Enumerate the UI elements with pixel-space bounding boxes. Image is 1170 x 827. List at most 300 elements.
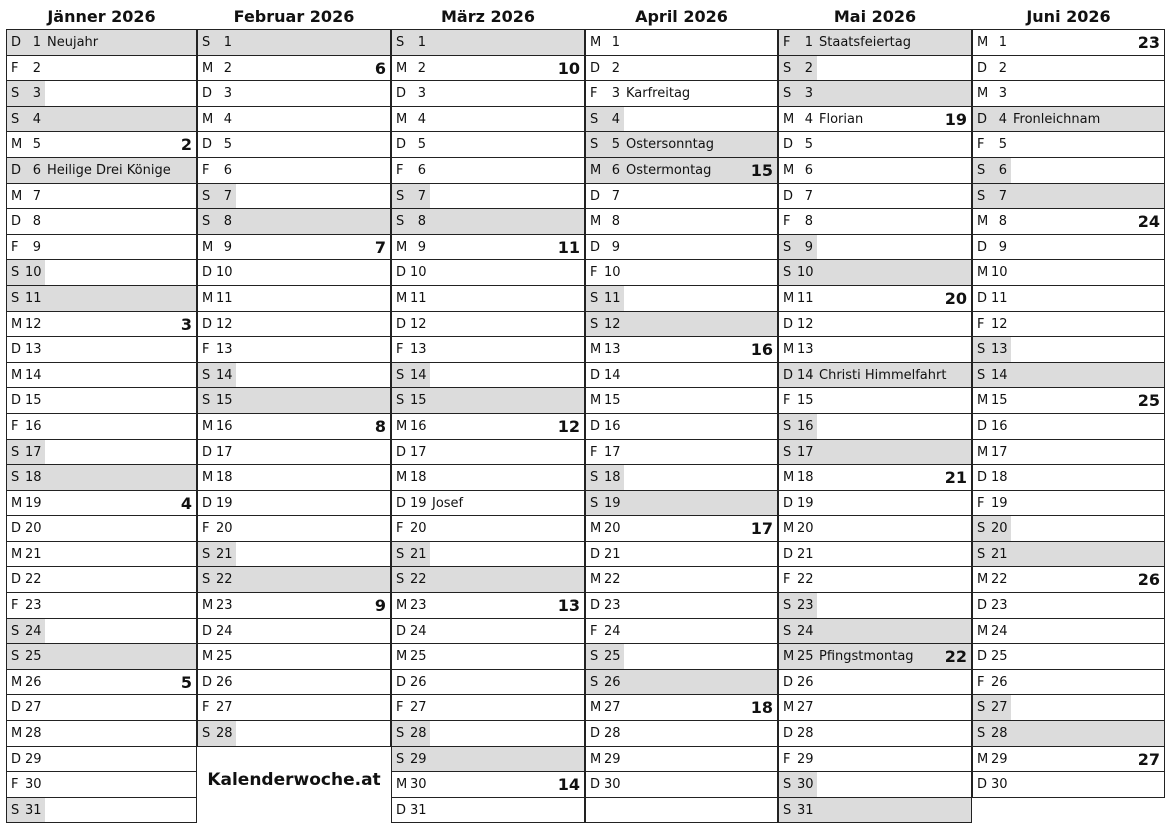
day-number: 4 [998,111,1007,127]
day-number: 26 [410,674,427,690]
day-row [198,29,390,56]
holiday-label: Staatsfeiertag [819,35,911,50]
weekday-label: F [11,777,19,793]
day-number: 9 [223,239,232,255]
day-row [973,644,1164,670]
weekday-label: D [11,572,22,588]
weekday-label: D [396,623,407,639]
day-row [973,184,1164,210]
weekday-label: D [590,60,601,76]
weekday-label: S [977,367,986,383]
day-number: 8 [417,214,426,230]
weekday-label: M [783,521,795,537]
day-number: 7 [804,188,813,204]
day-number: 2 [998,60,1007,76]
weekday-label: D [590,418,601,434]
day-list [585,29,778,823]
weekday-label: F [396,700,404,716]
weekday-label: D [396,444,407,460]
holiday-label: Florian [819,111,864,127]
week-number: 16 [750,340,773,360]
day-row [973,158,1164,184]
day-row [7,81,196,107]
day-number: 24 [25,623,42,639]
weekday-label: M [11,316,23,332]
day-row [586,542,777,568]
weekday-label: S [977,521,986,537]
day-row [198,286,390,312]
day-number: 18 [25,470,42,486]
day-list [391,29,585,823]
weekday-label: D [783,674,794,690]
day-row [586,56,777,82]
day-row [198,593,390,619]
day-number: 10 [25,265,42,281]
day-number: 30 [25,777,42,793]
day-row [973,747,1164,773]
day-row [392,158,584,184]
day-row [392,29,584,56]
weekday-label: D [977,418,988,434]
day-row [7,516,196,542]
day-row [7,542,196,568]
day-row [779,491,971,517]
weekday-label: F [590,265,598,281]
day-row [973,81,1164,107]
day-row [586,209,777,235]
day-row [586,670,777,696]
day-row [779,593,971,619]
day-row [779,363,971,389]
day-row [586,516,777,542]
day-number: 20 [410,521,427,537]
day-row [392,567,584,593]
day-number: 27 [216,700,233,716]
day-row [7,29,196,56]
day-number: 6 [417,162,426,178]
weekday-label: D [11,700,22,716]
day-row [973,235,1164,261]
day-row [779,260,971,286]
day-number: 5 [804,137,813,153]
month-column [585,0,778,823]
day-number: 19 [25,495,42,511]
day-row [586,260,777,286]
day-number: 25 [25,649,42,665]
week-number: 2 [180,135,192,155]
day-number: 27 [991,700,1008,716]
day-row [7,235,196,261]
weekday-label: M [783,700,795,716]
day-row [198,363,390,389]
day-row [7,593,196,619]
day-number: 17 [991,444,1008,460]
day-number: 17 [216,444,233,460]
weekday-label: M [590,700,602,716]
day-number: 27 [604,700,621,716]
day-row [392,363,584,389]
week-number: 19 [944,109,967,129]
weekday-label: M [590,393,602,409]
day-row [973,721,1164,747]
day-number: 20 [216,521,233,537]
day-number: 4 [804,111,813,127]
day-number: 12 [991,316,1008,332]
day-row [586,363,777,389]
weekday-label: M [396,598,408,614]
day-number: 24 [797,623,814,639]
weekday-label: D [11,35,22,50]
holiday-label: Ostermontag [626,162,712,178]
day-row [586,81,777,107]
week-number: 17 [750,519,773,539]
day-row [392,337,584,363]
weekday-label: F [11,239,19,255]
weekday-label: M [396,418,408,434]
day-row [7,260,196,286]
day-number: 9 [32,239,41,255]
weekday-label: M [396,649,408,665]
week-number: 3 [180,314,192,334]
day-number: 17 [25,444,42,460]
weekday-label: S [202,214,211,230]
weekday-label: M [11,188,23,204]
weekday-label: M [977,623,989,639]
weekday-label: S [977,546,986,562]
weekday-label: F [11,60,19,76]
weekday-label: M [396,239,408,255]
day-row [7,107,196,133]
weekday-label: F [396,162,404,178]
day-row [973,772,1164,798]
day-number: 25 [216,649,233,665]
day-row [7,312,196,338]
day-row [586,132,777,158]
day-number: 20 [25,521,42,537]
day-number: 11 [991,290,1008,306]
weekday-label: F [590,444,598,460]
week-number: 22 [944,647,967,667]
day-row [973,491,1164,517]
weekday-label: S [977,162,986,178]
weekday-label: S [202,188,211,204]
weekday-label: F [783,572,791,588]
day-row [973,619,1164,645]
weekday-label: D [396,674,407,690]
day-number: 26 [991,674,1008,690]
weekday-label: D [202,444,213,460]
day-number: 12 [25,316,42,332]
weekday-label: S [396,751,405,767]
weekday-label: M [11,674,23,690]
weekday-label: S [11,623,20,639]
day-row [973,312,1164,338]
day-row [779,516,971,542]
week-number: 12 [557,416,580,436]
day-number: 5 [32,137,41,153]
day-number: 28 [991,726,1008,742]
week-number: 6 [374,58,386,78]
day-row [392,312,584,338]
day-number: 7 [417,188,426,204]
weekday-label: S [396,35,405,50]
day-row [779,158,971,184]
day-number: 1 [804,35,813,50]
day-number: 26 [797,674,814,690]
weekday-label: S [783,239,792,255]
weekday-label: F [396,342,404,358]
weekday-label: F [977,316,985,332]
day-number: 17 [410,444,427,460]
weekday-label: D [202,316,213,332]
weekday-label: M [590,521,602,537]
weekday-label: F [11,598,19,614]
day-number: 27 [25,700,42,716]
day-number: 17 [797,444,814,460]
month-title: April 2026 [635,7,728,26]
weekday-label: F [783,751,791,767]
day-row [392,81,584,107]
weekday-label: D [783,495,794,511]
day-number: 25 [604,649,621,665]
weekday-label: M [590,572,602,588]
weekday-label: D [977,239,988,255]
day-row [973,363,1164,389]
day-number: 29 [25,751,42,767]
day-number: 5 [611,137,620,153]
day-row [392,670,584,696]
day-number: 9 [998,239,1007,255]
weekday-label: M [977,751,989,767]
day-row [392,56,584,82]
day-number: 10 [991,265,1008,281]
day-number: 10 [216,265,233,281]
day-number: 12 [797,316,814,332]
weekday-label: S [977,726,986,742]
day-row [779,235,971,261]
day-number: 14 [991,367,1008,383]
day-number: 14 [797,367,814,383]
week-number: 11 [557,237,580,257]
month-title: Mai 2026 [833,7,917,26]
day-number: 12 [216,316,233,332]
day-row [198,81,390,107]
day-number: 6 [804,162,813,178]
weekday-label: S [202,35,211,50]
weekday-label: D [783,316,794,332]
weekday-label: S [590,137,599,153]
weekday-label: M [783,342,795,358]
day-row [7,465,196,491]
week-number: 24 [1137,212,1160,232]
day-number: 13 [991,342,1008,358]
day-number: 24 [216,623,233,639]
day-number: 18 [216,470,233,486]
day-row [198,644,390,670]
day-number: 21 [410,546,427,562]
holiday-label: Fronleichnam [1013,111,1101,127]
holiday-label: Heilige Drei Könige [47,162,171,178]
day-row [198,337,390,363]
day-row [973,29,1164,56]
day-number: 8 [32,214,41,230]
weekday-label: F [783,214,791,230]
day-row [779,465,971,491]
day-number: 6 [998,162,1007,178]
weekday-label: S [202,393,211,409]
day-number: 4 [223,111,232,127]
day-number: 26 [604,674,621,690]
weekday-label: M [590,214,602,230]
weekday-label: D [783,546,794,562]
day-number: 13 [797,342,814,358]
day-row [7,132,196,158]
day-row [586,158,777,184]
day-row [198,619,390,645]
weekday-label: F [977,137,985,153]
weekday-label: S [11,470,20,486]
day-number: 4 [32,111,41,127]
day-row [586,593,777,619]
day-number: 8 [223,214,232,230]
day-number: 11 [25,290,42,306]
day-row [586,29,777,56]
day-number: 23 [216,598,233,614]
day-number: 23 [797,598,814,614]
day-number: 11 [604,290,621,306]
day-number: 6 [223,162,232,178]
day-row [392,593,584,619]
day-row [7,414,196,440]
weekday-label: S [783,623,792,639]
weekday-label: D [11,393,22,409]
week-number: 4 [180,493,192,513]
weekday-label: M [783,162,795,178]
holiday-label: Josef [432,495,464,511]
weekday-label: S [977,342,986,358]
day-number: 13 [25,342,42,358]
day-row [973,388,1164,414]
weekday-label: D [783,367,794,383]
week-number: 20 [944,288,967,308]
day-number: 18 [604,470,621,486]
weekday-label: F [977,495,985,511]
weekday-label: S [590,290,599,306]
day-row [392,619,584,645]
week-number: 27 [1137,749,1160,769]
day-number: 22 [991,572,1008,588]
day-number: 29 [410,751,427,767]
day-row [973,209,1164,235]
day-row [779,414,971,440]
weekday-label: M [783,649,795,665]
weekday-label: M [202,290,214,306]
weekday-label: S [590,316,599,332]
day-number: 2 [804,60,813,76]
day-number: 16 [604,418,621,434]
day-row [392,465,584,491]
day-number: 1 [611,35,620,50]
day-number: 23 [991,598,1008,614]
weekday-label: M [977,35,989,50]
day-row [586,747,777,773]
day-number: 27 [410,700,427,716]
weekday-label: S [202,726,211,742]
day-row [973,440,1164,466]
weekday-label: M [977,265,989,281]
weekday-label: S [202,546,211,562]
day-row [779,81,971,107]
weekday-label: M [977,393,989,409]
weekday-label: S [396,367,405,383]
day-row [7,695,196,721]
day-number: 2 [223,60,232,76]
weekday-label: S [590,674,599,690]
day-row [392,772,584,798]
day-row [779,542,971,568]
day-number: 18 [991,470,1008,486]
day-row [392,260,584,286]
day-row [779,440,971,466]
day-number: 16 [991,418,1008,434]
day-number: 3 [611,86,620,102]
day-row [779,132,971,158]
month-title: März 2026 [440,7,536,26]
day-row [973,465,1164,491]
weekday-label: F [202,342,210,358]
day-row [586,721,777,747]
weekday-label: D [396,265,407,281]
weekday-label: F [590,86,598,102]
day-row [779,388,971,414]
day-number: 22 [25,572,42,588]
holiday-label: Ostersonntag [626,137,714,153]
weekday-label: D [977,470,988,486]
day-row [973,56,1164,82]
weekday-label: M [783,290,795,306]
day-number: 5 [417,137,426,153]
weekday-label: F [783,35,791,50]
weekday-label: S [783,418,792,434]
day-number: 29 [797,751,814,767]
weekday-label: D [11,521,22,537]
day-row [7,388,196,414]
day-number: 8 [998,214,1007,230]
day-number: 7 [223,188,232,204]
day-number: 7 [611,188,620,204]
day-row [392,798,584,824]
day-number: 25 [797,649,814,665]
weekday-label: M [590,162,602,178]
weekday-label: S [11,265,20,281]
weekday-label: D [977,60,988,76]
week-number: 14 [557,775,580,795]
weekday-label: M [396,111,408,127]
day-row [392,107,584,133]
holiday-label: Karfreitag [626,86,691,102]
weekday-label: D [396,316,407,332]
weekday-label: D [396,86,407,102]
day-row [7,644,196,670]
day-row [198,695,390,721]
day-row [779,798,971,824]
day-row [392,491,584,517]
weekday-label: M [202,470,214,486]
weekday-label: D [396,495,407,511]
weekday-label: D [977,649,988,665]
weekday-label: D [11,751,22,767]
weekday-label: S [783,60,792,76]
